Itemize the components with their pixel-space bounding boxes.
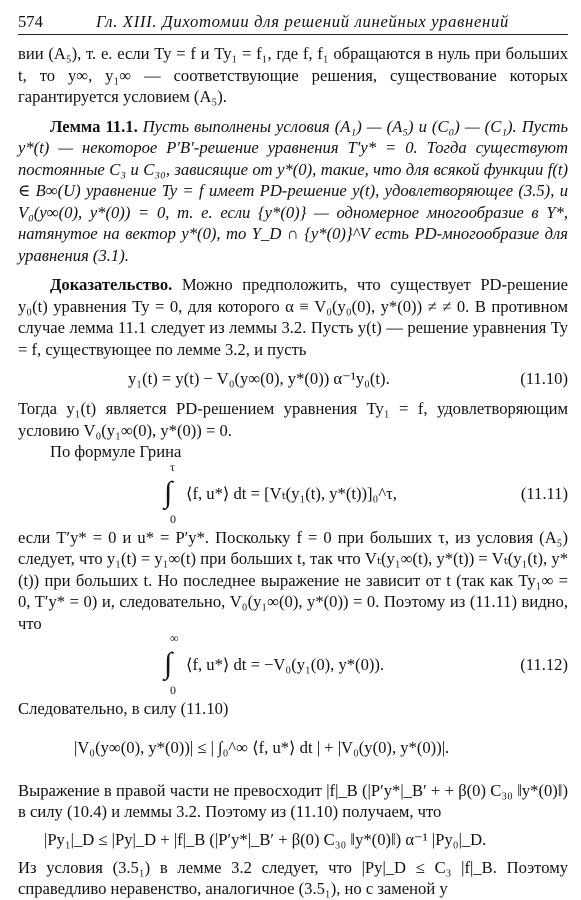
equation-formula: ⟨f, u*⟩ dt = [Vₜ(y₁(t), y*(t))]₀^τ, (186, 483, 397, 503)
running-title: Гл. XIII. Дихотомии для решений линейных уравнений (96, 12, 509, 31)
running-header (18, 8, 568, 35)
proof-text: Можно предположить, что существует PD-решение y₀(t) уравнения Ty = 0, для которого α ≡ V₀(y₀(0), y*(0)) ≠ ≠ 0. В противном случае лемма 11.1 следует из леммы 3.2. Пусть y(t) — решение уравнения Ty = f, существующее по лемме 3.2, и пусть (18, 275, 568, 359)
equation-number: (11.12) (520, 655, 568, 674)
equation-11-12 (18, 631, 568, 698)
paragraph-green: По формуле Грина (50, 442, 182, 461)
equation-number: (11.11) (520, 483, 568, 503)
integral-lower-limit: 0 (170, 511, 176, 526)
equation-formula: ⟨f, u*⟩ dt = −V₀(y₁(0), y*(0)). (186, 655, 385, 674)
paragraph-if: если T′y* = 0 и u* = P′y*. Поскольку f = 0 при больших τ, из условия (A₅) следует, что y₁(t) = y₁∞(t) при больших t, так что Vₜ(y₁∞(t), y*(t)) = Vₜ(y₁(t), y*(t)) при больших t. Но последнее выражение не зависит от t (так как Ty₁∞ = 0, T′y* = 0) и, следовательно, V₀(y₁∞(0), y*(0)) = 0. Поэтому из (11.11) видно, что (18, 527, 568, 633)
book-page (18, 8, 568, 900)
paragraph-continuation: вии (A₅), т. е. если Ty = f и Ty₁ = f₁, где f, f₁ обращаются в нуль при больших t, то y∞, y₁∞ — соответствующие решения, существование которых гарантируется условием (A₅). (18, 44, 568, 106)
lemma-text: Пусть выполнены условия (A₁) — (A₅) и (C₀) — (C₁). Пусть y*(t) — некоторое P′B′-решение уравнения T′y* = 0. Тогда существуют постоянные C₃ и C₃₀, зависящие от y*(0), такие, что для всякой функции f(t) ∈ B∞(U) уравнение Ty = f имеет PD-решение y(t), удовлетворяющее (3.5), и V₀(y∞(0), y*(0)) = 0, т. е. если {y*(0)} — одномерное многообразие в Y*, натянутое на вектор y*(0), то Y_D ∩ {y*(0)}^V есть PD-многообразие для уравнения (3.1). (18, 116, 568, 265)
paragraph-then: Тогда y₁(t) является PD-решением уравнения Ty₁ = f, удовлетворяющим условию V₀(y₁∞(0), y*(0)) = 0. (18, 399, 568, 440)
inequality-1 (18, 720, 568, 780)
integral-sign: ∫ (164, 475, 173, 509)
paragraph-final: Из условия (3.5₁) в лемме 3.2 следует, что |Py|_D ≤ C₃ |f|_B. Поэтому справедливо неравенство, аналогичное (3.5₁), но с заменой y (18, 857, 568, 898)
paragraph-consequently: Следовательно, в силу (11.10) (18, 699, 229, 718)
paragraph-expression: Выражение в правой части не превосходит |f|_B (|P′y*|_B′ + + β(0) C₃₀ ‖y*(0)‖) в силу (10.4) и леммы 3.2. Поэтому из (11.10) получаем, что (18, 780, 568, 821)
lemma-11-1 (18, 116, 568, 267)
integral-sign: ∫ (164, 647, 173, 680)
equation-11-11 (18, 459, 568, 527)
page-number: 574 (18, 12, 43, 31)
integral-upper-limit: ∞ (170, 631, 179, 645)
lemma-label: Лемма 11.1. (50, 116, 138, 136)
inequality-2 (18, 823, 568, 857)
integral-lower-limit: 0 (170, 683, 176, 697)
integral-upper-limit: τ (170, 459, 175, 474)
proof-paragraph (18, 274, 568, 360)
equation-formula: y₁(t) = y(t) − V₀(y∞(0), y*(0)) α⁻¹y₀(t). (128, 369, 390, 388)
proof-label: Доказательство. (50, 275, 173, 294)
inequality-formula: |V₀(y∞(0), y*(0))| ≤ | ∫₀^∞ ⟨f, u*⟩ dt | + |V₀(y(0), y*(0))|. (74, 737, 450, 757)
equation-11-10 (18, 366, 568, 392)
inequality-formula: |Py₁|_D ≤ |Py|_D + |f|_B (|P′y*|_B′ + β(0) C₃₀ ‖y*(0)‖) α⁻¹ |Py₀|_D. (44, 829, 487, 849)
equation-number: (11.10) (520, 369, 568, 388)
